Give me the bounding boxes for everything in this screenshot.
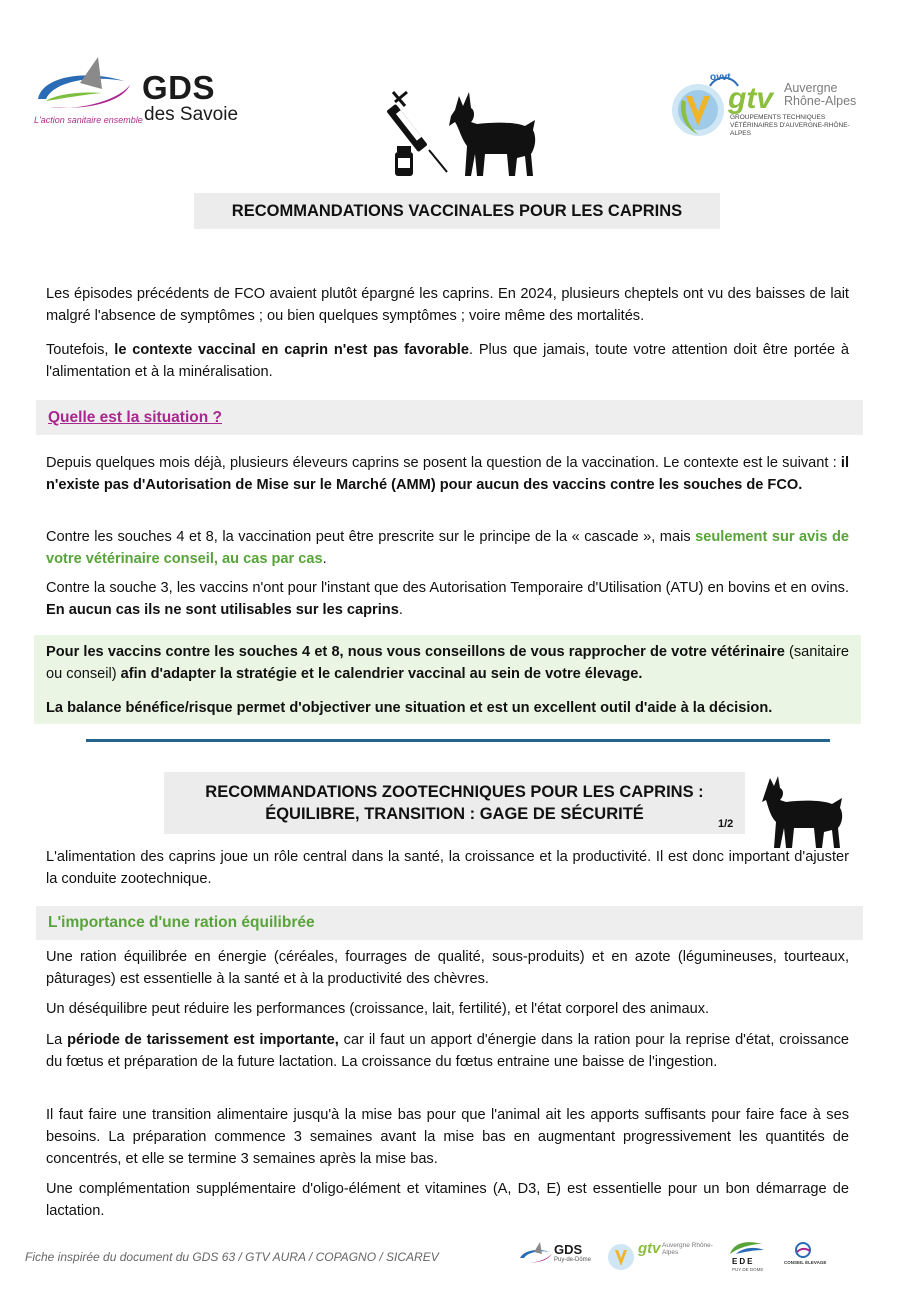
footer-logo-conseil-elevage (782, 1238, 827, 1274)
ration-subheading: L'importance d'une ration équilibrée (36, 906, 863, 940)
zootechnie-title-line-1: RECOMMANDATIONS ZOOTECHNIQUES POUR LES CAPRINS : (205, 783, 704, 801)
footer-ede-sub: PUY DE DOME (732, 1267, 764, 1272)
page-marker: 1/2 (718, 818, 734, 830)
callout-paragraph-2: La balance bénéfice/risque permet d'objectiver une situation et est un excellent outil d'aide à la décision. (46, 700, 773, 716)
zootechnie-title-line-2: ÉQUILIBRE, TRANSITION : GAGE DE SÉCURITÉ (265, 805, 644, 823)
ede-leaf-icon (726, 1238, 766, 1256)
footer-conseil-elevage-name: CONSEIL ÉLEVAGE (784, 1260, 827, 1265)
gds-logo-subtitle: des Savoie (144, 104, 239, 125)
footer-logo-ede (724, 1238, 772, 1274)
zootechnie-paragraph-3: La période de tarissement est importante, car il faut un apport d'énergie dans la ration pour la reprise d'état, croissance du fœtus et préparation de la future lactation. La croissance du fœtus entraine une baisse de l'ingestion. (46, 1032, 849, 1070)
gtv-logo-name: gtv (728, 82, 773, 115)
zootechnie-paragraph-4: Il faut faire une transition alimentaire jusqu'à la mise bas pour que l'animal ait les apports suffisants pour faire face à ses besoins. La préparation commence 3 semaines avant la mise bas en augmentant progressivement les quantités de concentrés, et elle se termine 3 semaines après la mise bas. (46, 1107, 849, 1167)
footer-gds-sub: Puy-de-Dôme (554, 1257, 592, 1263)
gds-des-savoie-logo (32, 55, 242, 130)
gtv-logo-caption: GROUPEMENTS TECHNIQUES VÉTÉRINAIRES D'AUVERGNE-RHÔNE-ALPES (730, 114, 850, 137)
vaccination-paragraph-3: Depuis quelques mois déjà, plusieurs éleveurs caprins se posent la question de la vaccination. Le contexte est le suivant : il n'existe pas d'Autorisation de Mise sur le Marché (AMM) pour aucun des vaccins contre les souches de FCO. (46, 455, 849, 493)
footer-logo-gtv (606, 1238, 716, 1274)
gtv-logo-region-line1: Auvergne (784, 81, 838, 95)
conseil-elevage-icon (792, 1242, 814, 1258)
gtv-auvergne-logo (668, 62, 868, 142)
footer-credit: Fiche inspirée du document du GDS 63 / GTV AURA / COPAGNO / SICAREV (25, 1250, 439, 1264)
gtv-logo-region-line2: Rhône-Alpes (784, 94, 857, 108)
gtv-emblem-icon (606, 1242, 636, 1272)
gds-swoosh-icon (518, 1242, 554, 1266)
footer-gtv-name: gtv (638, 1240, 661, 1257)
ovvt-badge-label: ovvt (710, 72, 731, 83)
vaccination-title: RECOMMANDATIONS VACCINALES POUR LES CAPRINS (194, 193, 720, 229)
footer-logo-gds63 (518, 1238, 598, 1274)
goat-icon (449, 92, 535, 176)
vaccination-paragraph-1: Les épisodes précédents de FCO avaient plutôt épargné les caprins. En 2024, plusieurs cheptels ont vu des baisses de lait malgré l'absence de symptômes ; ou bien quelques symptômes ; voire même des mortalités. (46, 286, 849, 324)
zootechnie-title (164, 772, 745, 834)
goat-icon (762, 774, 850, 850)
vaccination-paragraph-4: Contre les souches 4 et 8, la vaccination peut être prescrite sur le principe de la « cascade », mais seulement sur avis de votre vétérinaire conseil, au cas par cas. (46, 529, 849, 567)
vaccination-paragraph-2: Toutefois, le contexte vaccinal en caprin n'est pas favorable. Plus que jamais, toute votre attention doit être portée à l'alimentation et à la minéralisation. (46, 342, 849, 380)
situation-subheading: Quelle est la situation ? (36, 400, 863, 435)
gds-logo-tagline: L'action sanitaire ensemble (34, 115, 143, 125)
gds-logo-name: GDS (142, 69, 216, 106)
zootechnie-intro: L'alimentation des caprins joue un rôle central dans la santé, la croissance et la productivité. Il est donc important d'ajuster la conduite zootechnique. (46, 849, 849, 887)
vial-icon (395, 146, 413, 176)
vaccination-paragraph-5: Contre la souche 3, les vaccins n'ont pour l'instant que des Autorisation Temporaire d'Utilisation (ATU) en bovins et en ovins. En aucun cas ils ne sont utilisables sur les caprins. (46, 580, 849, 618)
gds-swoosh-icon (32, 55, 142, 117)
callout-paragraph-1: Pour les vaccins contre les souches 4 et 8, nous vous conseillons de vous rapprocher de votre vétérinaire (sanitaire ou conseil) afin d'adapter la stratégie et le calendrier vaccinal au sein de votre élevage. (46, 644, 849, 682)
footer-gds-name: GDS (554, 1242, 583, 1257)
vaccine-goat-illustration (385, 88, 545, 180)
zootechnie-paragraph-2: Un déséquilibre peut réduire les performances (croissance, lait, fertilité), et l'état corporel des animaux. (46, 1001, 710, 1017)
section-divider (86, 739, 830, 742)
zootechnie-paragraph-5: Une complémentation supplémentaire d'oligo-élément et vitamines (A, D3, E) est essentielle pour un bon démarrage de lactation. (46, 1181, 849, 1219)
footer-gtv-sub: Auvergne Rhône-Alpes (662, 1242, 713, 1256)
footer-ede-name: EDE (732, 1257, 755, 1266)
zootechnie-paragraph-1: Une ration équilibrée en énergie (céréales, fourrages de qualité, sous-produits) et en azote (légumineuses, tourteaux, pâturages) est essentielle à la santé et à la productivité des chèvres. (46, 949, 849, 987)
